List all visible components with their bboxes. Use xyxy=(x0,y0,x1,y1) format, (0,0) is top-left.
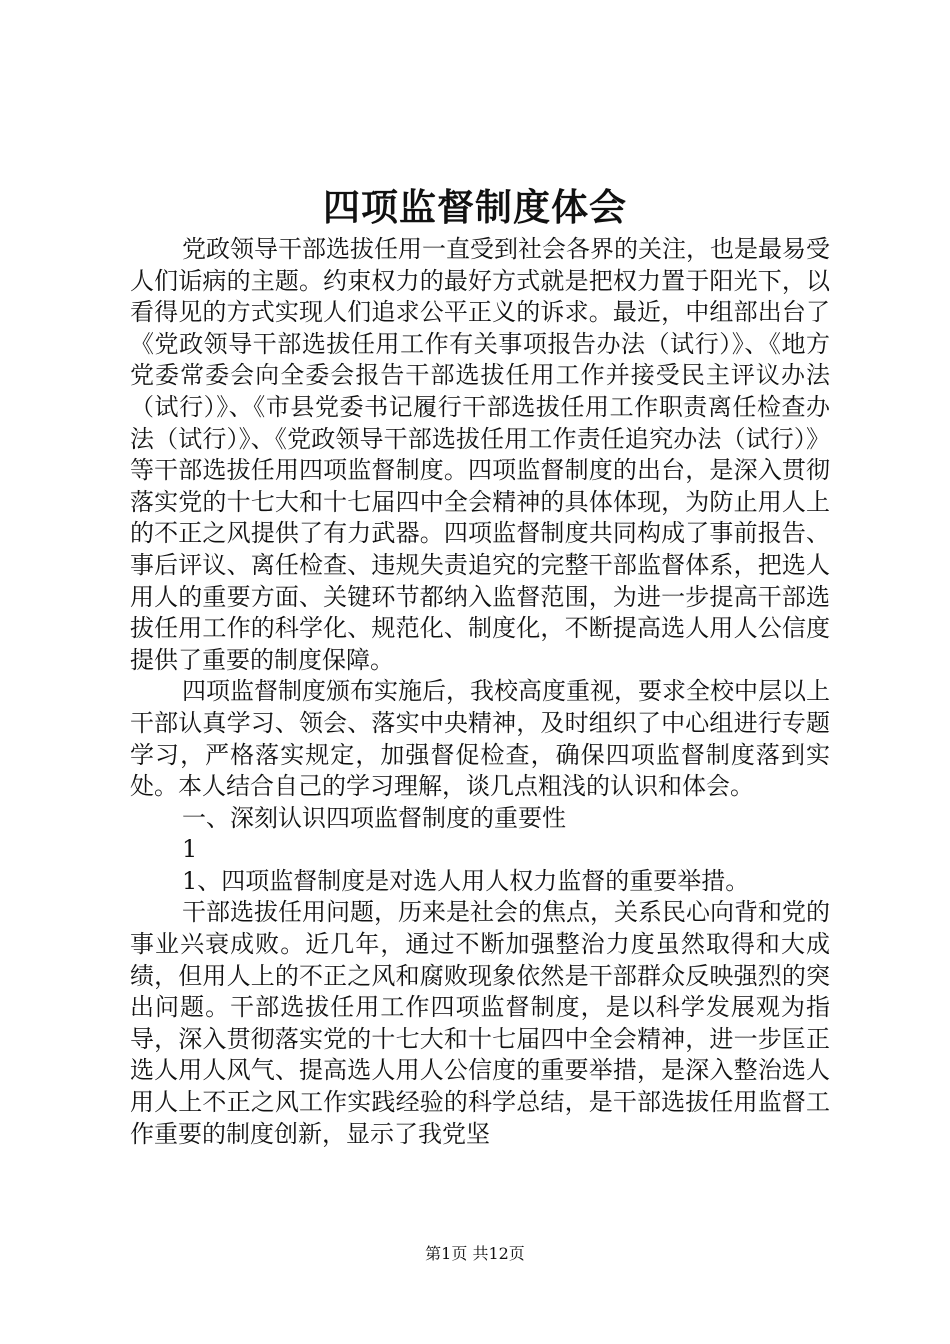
paragraph-intro: 党政领导干部选拔任用一直受到社会各界的关注，也是最易受人们诟病的主题。约束权力的最好方式就是把权力置于阳光下，以看得见的方式实现人们追求公平正义的诉求。最近，中组部出台了《党政领导干部选拔任用工作有关事项报告办法（试行）》、《地方党委常委会向全委会报告干部选拔任用工作并接受民主评议办法（试行）》、《市县党委书记履行干部选拔任用工作职责离任检查办法（试行）》、《党政领导干部选拔任用工作责任追究办法（试行）》等干部选拔任用四项监督制度。四项监督制度的出台，是深入贯彻落实党的十七大和十七届四中全会精神的具体体现，为防止用人上的不正之风提供了有力武器。四项监督制度共同构成了事前报告、事后评议、离任检查、违规失责追究的完整干部监督体系，把选人用人的重要方面、关键环节都纳入监督范围，为进一步提高干部选拔任用工作的科学化、规范化、制度化，不断提高选人用人公信度提供了重要的制度保障。 xyxy=(130,235,830,674)
paragraph-cadre-selection: 干部选拔任用问题，历来是社会的焦点，关系民心向背和党的事业兴衰成败。近几年，通过不断加强整治力度虽然取得和大成绩，但用人上的不正之风和腐败现象依然是干部群众反映强烈的突出问题。干部选拔任用工作四项监督制度，是以科学发展观为指导，深入贯彻落实党的十七大和十七届四中全会精神，进一步匡正选人用人风气、提高选人用人公信度的重要举措，是深入整治选人用人上不正之风工作实践经验的科学总结，是干部选拔任用监督工作重要的制度创新，显示了我党坚 xyxy=(130,898,830,1148)
paragraph-school-implementation: 四项监督制度颁布实施后，我校高度重视，要求全校中层以上干部认真学习、领会、落实中央精神，及时组织了中心组进行专题学习，严格落实规定，加强督促检查，确保四项监督制度落到实处。本人结合自己的学习理解，谈几点粗浅的认识和体会。 xyxy=(130,677,830,801)
page-number-footer: 第1页 共12页 xyxy=(425,1244,525,1263)
document-body xyxy=(130,234,830,1150)
subsection-heading: 1、四项监督制度是对选人用人权力监督的重要举措。 xyxy=(182,866,750,895)
section-heading: 一、深刻认识四项监督制度的重要性 xyxy=(182,803,566,832)
stray-number: 1 xyxy=(182,835,198,864)
document-title: 四项监督制度体会 xyxy=(323,185,627,229)
